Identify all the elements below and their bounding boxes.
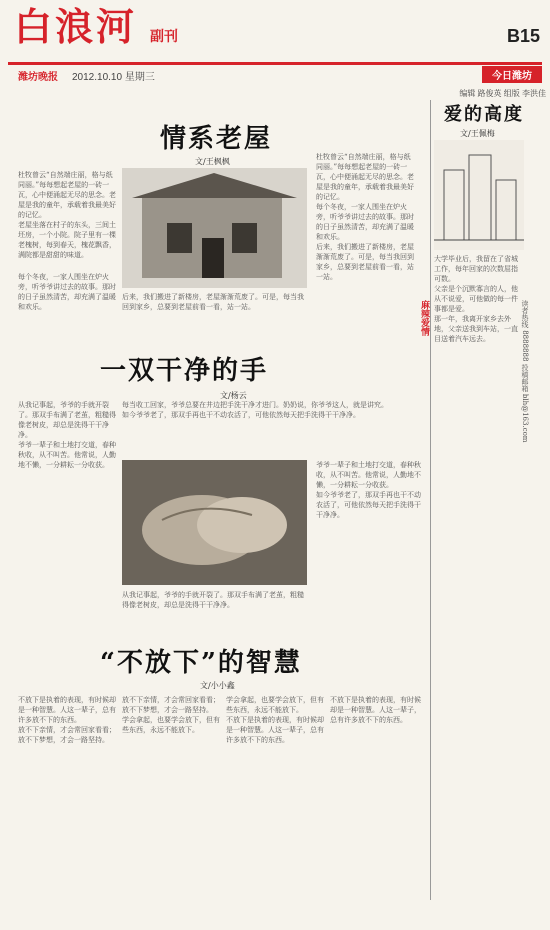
masthead-subtitle: 副刊 <box>150 29 178 45</box>
article-byline-2: 文/杨云 <box>220 391 247 400</box>
article-title-3: “不放下”的智慧 <box>100 648 302 678</box>
issue-date: 2012.10.10 星期三 <box>72 72 155 83</box>
article-body-2d: 从我记事起，爷爷的手就开裂了。那双手布满了老茧，粗糙得像老树皮，却总是洗得干干净净。 <box>122 591 304 609</box>
article-byline-3: 文/小小鑫 <box>200 681 235 690</box>
article-body-4: 大学毕业后，我留在了省城工作，每年回家的次数屈指可数。 父亲是个沉默寡言的人，他从不说爱，可他做的每一件事都是爱。 那一年，我离开家乡去外地，父亲送我到车站，一直目送着汽车远去。 <box>434 255 518 343</box>
article-title-4: 爱的高度 <box>444 104 524 125</box>
article-1-illustration <box>122 168 307 288</box>
masthead-title: 白浪河 <box>14 4 138 49</box>
article-body-3a: 不放下是执着的表现，有时候却是一种智慧。人这一辈子，总有许多放不下的东西。 放不下亲情，才会常回家看看；放不下梦想，才会一路坚持。 <box>18 696 116 744</box>
article-body-3b: 放不下亲情，才会常回家看看；放不下梦想，才会一路坚持。 学会拿起，也要学会放下，但有些东西，永远不能放下。 <box>122 696 220 734</box>
article-title-1: 情系老屋 <box>160 124 273 154</box>
article-body-1c: 后来，我们搬进了新楼房，老屋渐渐荒废了。可是，每当我回到家乡，总要到老屋前看一看，站一站。 <box>122 293 304 311</box>
article-body-1a: 杜牧曾云“自然端庄丽，格与纸同丽。”每每想起老屋的一砖一瓦，心中便涌起无尽的思念。老屋是我的童年，承载着我最美好的记忆。 老屋坐落在村子的东头，三间土坯房，一个小院。院子里有一棵老槐树，每到春天，槐花飘香，满院都是甜甜的味道。 <box>18 171 116 259</box>
article-body-2b: 每当收工回家，爷爷总要在井边把手洗干净才进门。奶奶说，你爷爷这人，就是讲究。 如今爷爷老了，那双手再也干不动农活了，可他依然每天把手洗得干干净净。 <box>122 401 388 419</box>
dateline-bar <box>8 66 542 82</box>
side-note: 读者热线 8888888 投稿邮箱 blh@163.com <box>521 300 529 443</box>
page-code: B15 <box>506 26 540 46</box>
article-body-2c: 爷爷一辈子和土地打交道，春种秋收，从不叫苦。他常说，人勤地不懒，一分耕耘一分收获。 如今爷爷老了，那双手再也干不动农活了，可他依然每天把手洗得干干净净。 <box>316 461 421 519</box>
editors-line: 编辑 路俊英 组版 李洪佳 <box>459 89 546 98</box>
article-byline-1: 文/王枫枫 <box>195 157 230 166</box>
vertical-section-label: 麻辣爱情 <box>419 300 429 336</box>
article-byline-4: 文/王佩梅 <box>460 129 495 138</box>
article-body-3d: 不放下是执着的表现，有时候却是一种智慧。人这一辈子，总有许多放不下的东西。 <box>330 696 421 724</box>
column-divider <box>430 100 431 900</box>
article-title-2: 一双干净的手 <box>100 356 269 386</box>
article-body-1d: 杜牧曾云“自然端庄丽，格与纸同丽。”每每想起老屋的一砖一瓦，心中便涌起无尽的思念。老屋是我的童年，承载着我最美好的记忆。 每个冬夜，一家人围坐在炉火旁，听爷爷讲过去的故事。那时的日子虽然清苦，却充满了温暖和欢乐。 后来，我们搬进了新楼房，老屋渐渐荒废了。可是，每当我回到家乡，总要到老屋前看一看，站一站。 <box>316 153 414 281</box>
article-2-photo-hands <box>122 460 307 585</box>
article-body-1b: 每个冬夜，一家人围坐在炉火旁，听爷爷讲过去的故事。那时的日子虽然清苦，却充满了温暖和欢乐。 <box>18 273 116 311</box>
paper-name: 潍坊晚报 <box>18 72 58 83</box>
article-body-2a: 从我记事起，爷爷的手就开裂了。那双手布满了老茧，粗糙得像老树皮，却总是洗得干干净净。 爷爷一辈子和土地打交道，春种秋收，从不叫苦。他常说，人勤地不懒，一分耕耘一分收获。 <box>18 401 116 469</box>
article-body-3c: 学会拿起，也要学会放下，但有些东西，永远不能放下。 不放下是执着的表现，有时候却是一种智慧。人这一辈子，总有许多放不下的东西。 <box>226 696 324 744</box>
masthead-rule <box>8 62 542 65</box>
section-badge: 今日潍坊 <box>482 66 542 83</box>
article-4-sketch <box>434 140 524 250</box>
